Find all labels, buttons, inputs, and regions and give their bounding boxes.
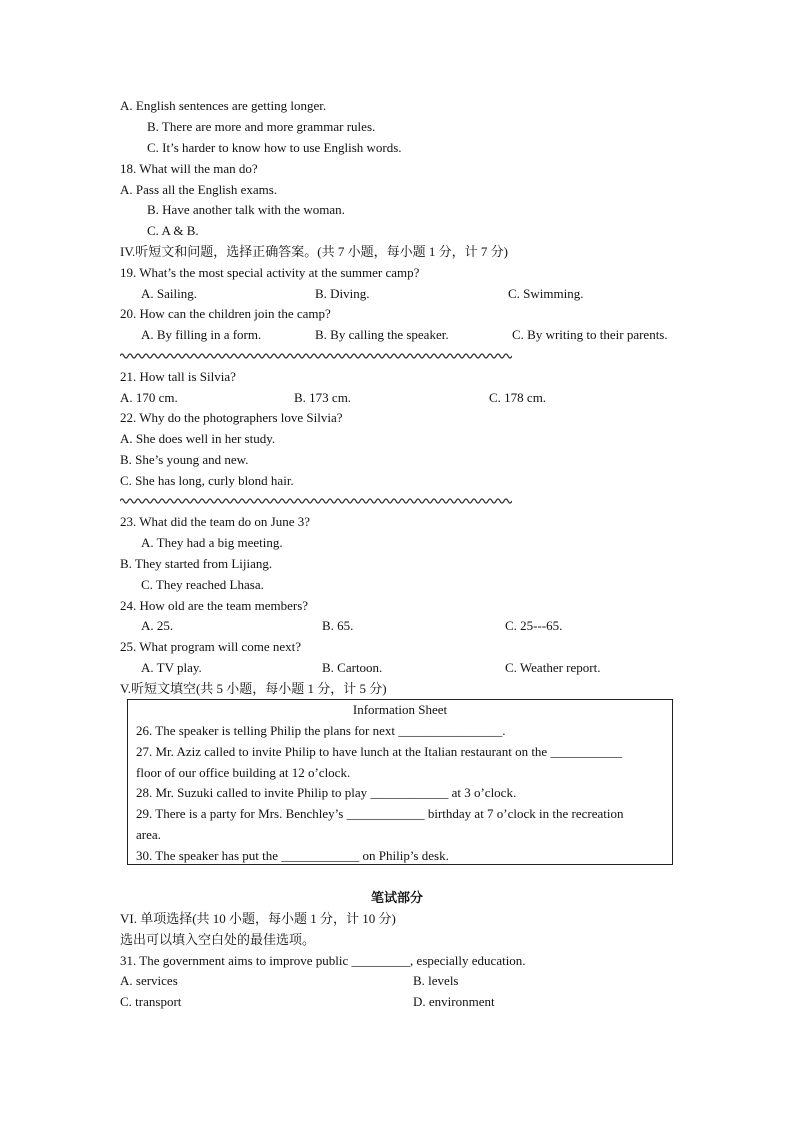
q25-option-b: B. Cartoon. xyxy=(322,660,383,675)
q29-line-1: 29. There is a party for Mrs. Benchley’s ____________ birthday at 7 o’clock in the recreation xyxy=(136,806,624,821)
q21-option-a: A. 170 cm. xyxy=(120,390,178,405)
q31-option-a: A. services xyxy=(120,973,178,988)
q19-question: 19. What’s the most special activity at the summer camp? xyxy=(120,265,420,280)
q29-line-2: area. xyxy=(136,827,161,842)
written-part-heading: 笔试部分 xyxy=(370,890,423,905)
q25-option-c: C. Weather report. xyxy=(505,660,601,675)
q20-option-a: A. By filling in a form. xyxy=(141,327,262,342)
q20-option-c: C. By writing to their parents. xyxy=(512,327,668,342)
q31-option-d: D. environment xyxy=(413,994,495,1009)
q30-line: 30. The speaker has put the ____________ on Philip’s desk. xyxy=(136,848,449,863)
information-sheet-title: Information Sheet xyxy=(352,702,448,717)
q21-question: 21. How tall is Silvia? xyxy=(120,369,236,384)
q24-option-a: A. 25. xyxy=(141,618,174,633)
q26-line: 26. The speaker is telling Philip the plans for next ________________. xyxy=(136,723,506,738)
q27-line-1: 27. Mr. Aziz called to invite Philip to have lunch at the Italian restaurant on the ___________ xyxy=(136,744,622,759)
q23-option-c: C. They reached Lhasa. xyxy=(141,577,264,592)
q22-question: 22. Why do the photographers love Silvia? xyxy=(120,410,343,425)
q21-option-b: B. 173 cm. xyxy=(294,390,352,405)
q24-question: 24. How old are the team members? xyxy=(120,598,309,613)
q25-question: 25. What program will come next? xyxy=(120,639,301,654)
q22-option-a: A. She does well in her study. xyxy=(120,431,276,446)
q27-line-2: floor of our office building at 12 o’clock. xyxy=(136,765,351,780)
q21-option-c: C. 178 cm. xyxy=(489,390,547,405)
q19-option-c: C. Swimming. xyxy=(508,286,584,301)
q18-option-b: B. Have another talk with the woman. xyxy=(147,202,345,217)
section5-title: V.听短文填空(共 5 小题，每小题 1 分，计 5 分) xyxy=(120,681,387,696)
q20-question: 20. How can the children join the camp? xyxy=(120,306,331,321)
q24-option-b: B. 65. xyxy=(322,618,354,633)
section6-title: VI. 单项选择(共 10 小题，每小题 1 分，计 10 分) xyxy=(120,911,396,926)
q19-option-a: A. Sailing. xyxy=(141,286,197,301)
q23-option-b: B. They started from Lijiang. xyxy=(120,556,273,571)
q17-option-b: B. There are more and more grammar rules. xyxy=(147,119,376,134)
q24-option-c: C. 25---65. xyxy=(505,618,563,633)
q28-line: 28. Mr. Suzuki called to invite Philip to play ____________ at 3 o’clock. xyxy=(136,785,517,800)
q25-option-a: A. TV play. xyxy=(141,660,202,675)
wavy-divider-2 xyxy=(120,496,512,506)
q18-option-a: A. Pass all the English exams. xyxy=(120,182,278,197)
q23-option-a: A. They had a big meeting. xyxy=(141,535,283,550)
q17-option-c: C. It’s harder to know how to use English words. xyxy=(147,140,402,155)
q19-option-b: B. Diving. xyxy=(315,286,370,301)
q23-question: 23. What did the team do on June 3? xyxy=(120,514,311,529)
q22-option-b: B. She’s young and new. xyxy=(120,452,249,467)
q17-option-a: A. English sentences are getting longer. xyxy=(120,98,327,113)
q31-option-b: B. levels xyxy=(413,973,459,988)
q18-option-c: C. A & B. xyxy=(147,223,199,238)
q31-question: 31. The government aims to improve public _________, especially education. xyxy=(120,953,526,968)
q18-question: 18. What will the man do? xyxy=(120,161,258,176)
q31-option-c: C. transport xyxy=(120,994,182,1009)
wavy-divider-1 xyxy=(120,351,512,361)
q20-option-b: B. By calling the speaker. xyxy=(315,327,449,342)
section4-title: IV.听短文和问题，选择正确答案。(共 7 小题，每小题 1 分，计 7 分) xyxy=(120,244,508,259)
section6-instruction: 选出可以填入空白处的最佳选项。 xyxy=(120,932,316,947)
q22-option-c: C. She has long, curly blond hair. xyxy=(120,473,294,488)
